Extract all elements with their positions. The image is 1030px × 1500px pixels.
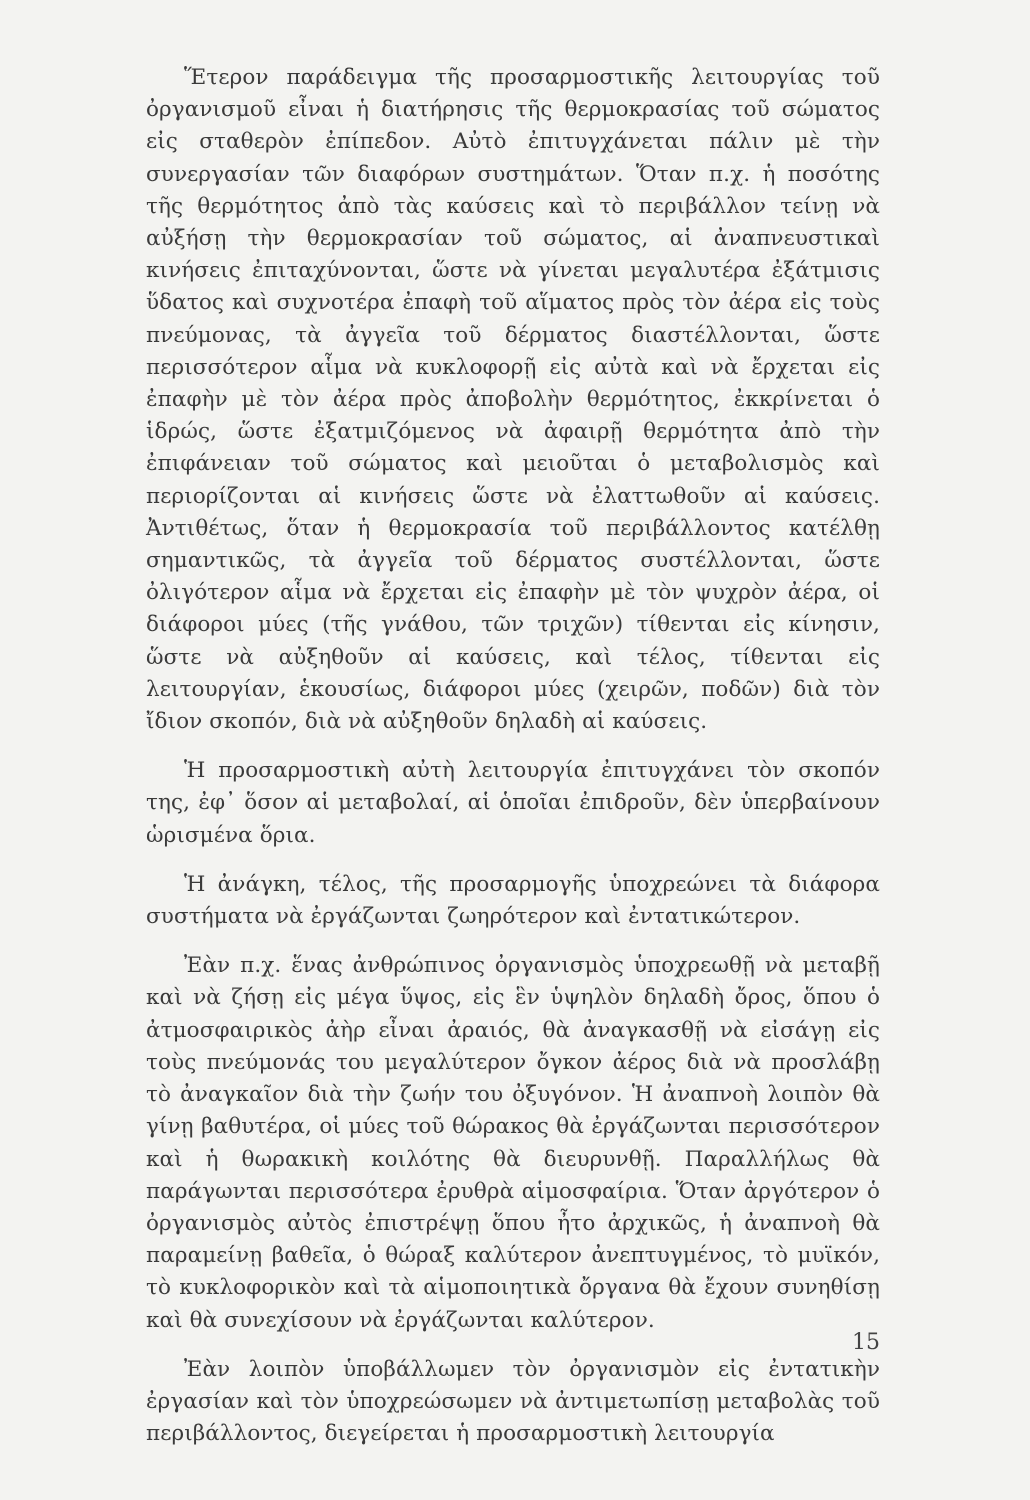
page-number: 15 <box>852 1330 880 1355</box>
paragraph-adaptive-function-limits: Ἡ προσαρμοστικὴ αὐτὴ λειτουργία ἐπιτυγχάνει τὸν σκοπόν της, ἐφ᾽ ὅσον αἱ μεταβολαί, αἱ ὁποῖαι ἐπιδροῦν, δὲν ὑπερβαίνουν ὡρισμένα ὅρια. <box>146 758 880 848</box>
body-text <box>146 62 880 1450</box>
paragraph-high-altitude-example: Ἐὰν π.χ. ἕνας ἀνθρώπινος ὀργανισμὸς ὑποχρεωθῇ νὰ μεταβῇ καὶ νὰ ζήσῃ εἰς μέγα ὕψος, εἰς ἓν ὑψηλὸν δηλαδὴ ὄρος, ὅπου ὁ ἀτμοσφαιρικὸς ἀὴρ εἶναι ἀραιός, θὰ ἀναγκασθῇ νὰ εἰσάγῃ εἰς τοὺς πνεύμονάς του μεγαλύτερον ὄγκον ἀέρος διὰ νὰ προσλάβῃ τὸ ἀναγκαῖον διὰ τὴν ζωήν του ὀξυγόνον. Ἡ ἀναπνοὴ λοιπὸν θὰ γίνῃ βαθυτέρα, οἱ μύες τοῦ θώρακος θὰ ἐργάζωνται περισσότερον καὶ ἡ θωρακικὴ κοιλότης θὰ διευρυνθῇ. Παραλλήλως θὰ παράγωνται περισσότερα ἐρυθρὰ αἱμοσφαίρια. Ὅταν ἀργότερον ὁ ὀργανισμὸς αὐτὸς ἐπιστρέψῃ ὅπου ἦτο ἀρχικῶς, ἡ ἀναπνοὴ θὰ παραμείνῃ βαθεῖα, ὁ θώραξ καλύτερον ἀνεπτυγμένος, τὸ μυϊκόν, τὸ κυκλοφορικὸν καὶ τὰ αἱμοποιητικὰ ὄργανα θὰ ἔχουν συνηθίσῃ καὶ θὰ συνεχίσουν νὰ ἐργάζωνται καλύτερον. <box>146 953 880 1333</box>
paragraph-intensive-work: Ἐὰν λοιπὸν ὑποβάλλωμεν τὸν ὀργανισμὸν εἰς ἐντατικὴν ἐργασίαν καὶ τὸν ὑποχρεώσωμεν νὰ ἀντιμετωπίσῃ μεταβολὰς τοῦ περιβάλλοντος, διεγείρεται ἡ προσαρμοστικὴ λειτουργία <box>146 1356 880 1447</box>
paragraph-temperature-regulation: Ἕτερον παράδειγμα τῆς προσαρμοστικῆς λειτουργίας τοῦ ὀργανισμοῦ εἶναι ἡ διατήρησις τῆς θερμοκρασίας τοῦ σώματος εἰς σταθερὸν ἐπίπεδον. Αὐτὸ ἐπιτυγχάνεται πάλιν μὲ τὴν συνεργασίαν τῶν διαφόρων συστημάτων. Ὅταν π.χ. ἡ ποσότης τῆς θερμότητος ἀπὸ τὰς καύσεις καὶ τὸ περιβάλλον τείνῃ νὰ αὐξήσῃ τὴν θερμοκρασίαν τοῦ σώματος, αἱ ἀναπνευστικαὶ κινήσεις ἐπιταχύνονται, ὥστε νὰ γίνεται μεγαλυτέρα ἐξάτμισις ὕδατος καὶ συχνοτέρα ἐπαφὴ τοῦ αἵματος πρὸς τὸν ἀέρα εἰς τοὺς πνεύμονας, τὰ ἀγγεῖα τοῦ δέρματος διαστέλλονται, ὥστε περισσότερον αἷμα νὰ κυκλοφορῇ εἰς αὐτὰ καὶ νὰ ἔρχεται εἰς ἐπαφὴν μὲ τὸν ἀέρα πρὸς ἀποβολὴν θερμότητος, ἐκκρίνεται ὁ ἱδρώς, ὥστε ἐξατμιζόμενος νὰ ἀφαιρῇ θερμότητα ἀπὸ τὴν ἐπιφάνειαν τοῦ σώματος καὶ μειοῦται ὁ μεταβολισμὸς καὶ περιορίζονται αἱ κινήσεις ὥστε νὰ ἐλαττωθοῦν αἱ καύσεις. Ἀντιθέτως, ὅταν ἡ θερμοκρασία τοῦ περιβάλλοντος κατέλθῃ σημαντικῶς, τὰ ἀγγεῖα τοῦ δέρματος συστέλλονται, ὥστε ὀλιγότερον αἷμα νὰ ἔρχεται εἰς ἐπαφὴν μὲ τὸν ψυχρὸν ἀέρα, οἱ διάφοροι μύες (τῆς γνάθου, τῶν τριχῶν) τίθενται εἰς κίνησιν, ὥστε νὰ αὐξηθοῦν αἱ καύσεις, καὶ τέλος, τίθενται εἰς λειτουργίαν, ἑκουσίως, διάφοροι μύες (χειρῶν, ποδῶν) διὰ τὸν ἴδιον σκοπόν, διὰ νὰ αὐξηθοῦν δηλαδὴ αἱ καύσεις. <box>146 65 880 735</box>
paragraph-necessity-of-adaptation: Ἡ ἀνάγκη, τέλος, τῆς προσαρμογῆς ὑποχρεώνει τὰ διάφορα συστήματα νὰ ἐργάζωνται ζωηρότερον καὶ ἐντατικώτερον. <box>146 871 880 930</box>
